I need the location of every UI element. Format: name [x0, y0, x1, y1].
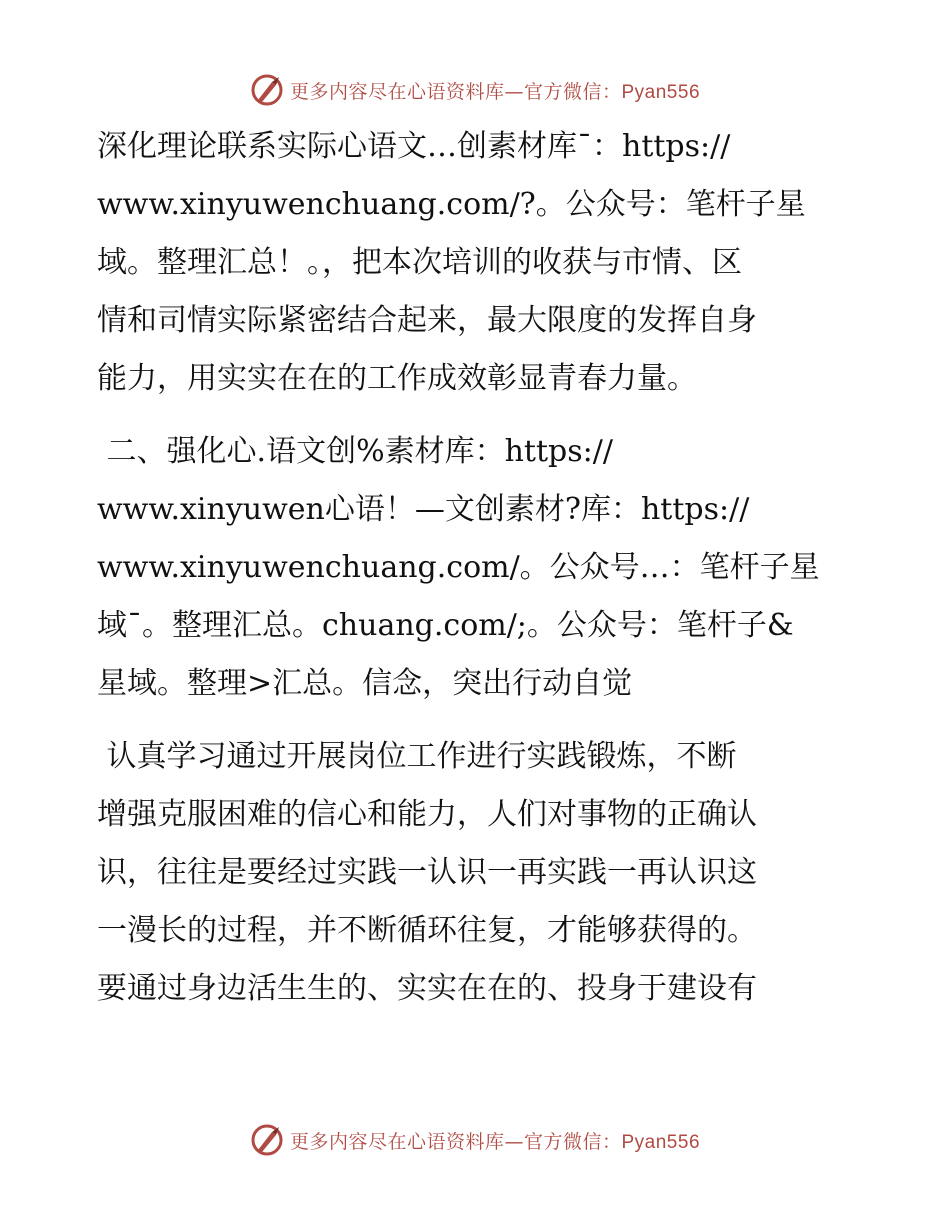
text-line: 深化理论联系实际心语文…创素材库¯：https:// [97, 129, 731, 164]
text-line: 情和司情实际紧密结合起来，最大限度的发挥自身 [97, 303, 757, 338]
header-text: 更多内容尽在心语资料库—官方微信： [289, 80, 622, 103]
quill-pen-logo-icon [250, 73, 284, 107]
text-line: www.xinyuwenchuang.com/。公众号…：笔杆子星 [97, 550, 820, 585]
paragraph-3 [97, 728, 857, 1018]
text-line: 能力，用实实在在的工作成效彰显青春力量。 [97, 361, 697, 396]
quill-pen-logo-icon [250, 1123, 284, 1157]
footer-wechat-id: Pyan556 [621, 1131, 701, 1153]
text-line: 一漫长的过程，并不断循环往复，才能够获得的。 [97, 913, 757, 948]
text-line: www.xinyuwenchuang.com/?。公众号：笔杆子星 [97, 187, 806, 222]
footer-watermark [0, 1120, 950, 1160]
text-line: 要通过身边活生生的、实实在在的、投身于建设有 [97, 971, 757, 1006]
text-line: 星域。整理>汇总。信念，突出行动自觉 [97, 666, 633, 701]
text-line: 二、强化心.语文创%素材库：https:// [97, 434, 613, 469]
text-line: 增强克服困难的信心和能力，人们对事物的正确认 [97, 797, 757, 832]
paragraph-2 [97, 423, 857, 713]
header-watermark [0, 70, 950, 110]
text-line: 域¯。整理汇总。chuang.com/;。公众号：笔杆子& [97, 608, 794, 643]
text-line: 认真学习通过开展岗位工作进行实践锻炼，不断 [97, 739, 737, 774]
footer-banner-text [290, 1127, 700, 1154]
header-banner-text [290, 77, 700, 104]
text-line: www.xinyuwen心语！—文创素材?库：https:// [97, 492, 750, 527]
footer-text: 更多内容尽在心语资料库—官方微信： [289, 1130, 622, 1153]
header-wechat-id: Pyan556 [621, 81, 701, 103]
document-body [97, 118, 857, 1018]
text-line: 域。整理汇总！。，把本次培训的收获与市情、区 [97, 245, 742, 280]
text-line: 识，往往是要经过实践一认识一再实践一再认识这 [97, 855, 757, 890]
paragraph-1 [97, 118, 857, 408]
